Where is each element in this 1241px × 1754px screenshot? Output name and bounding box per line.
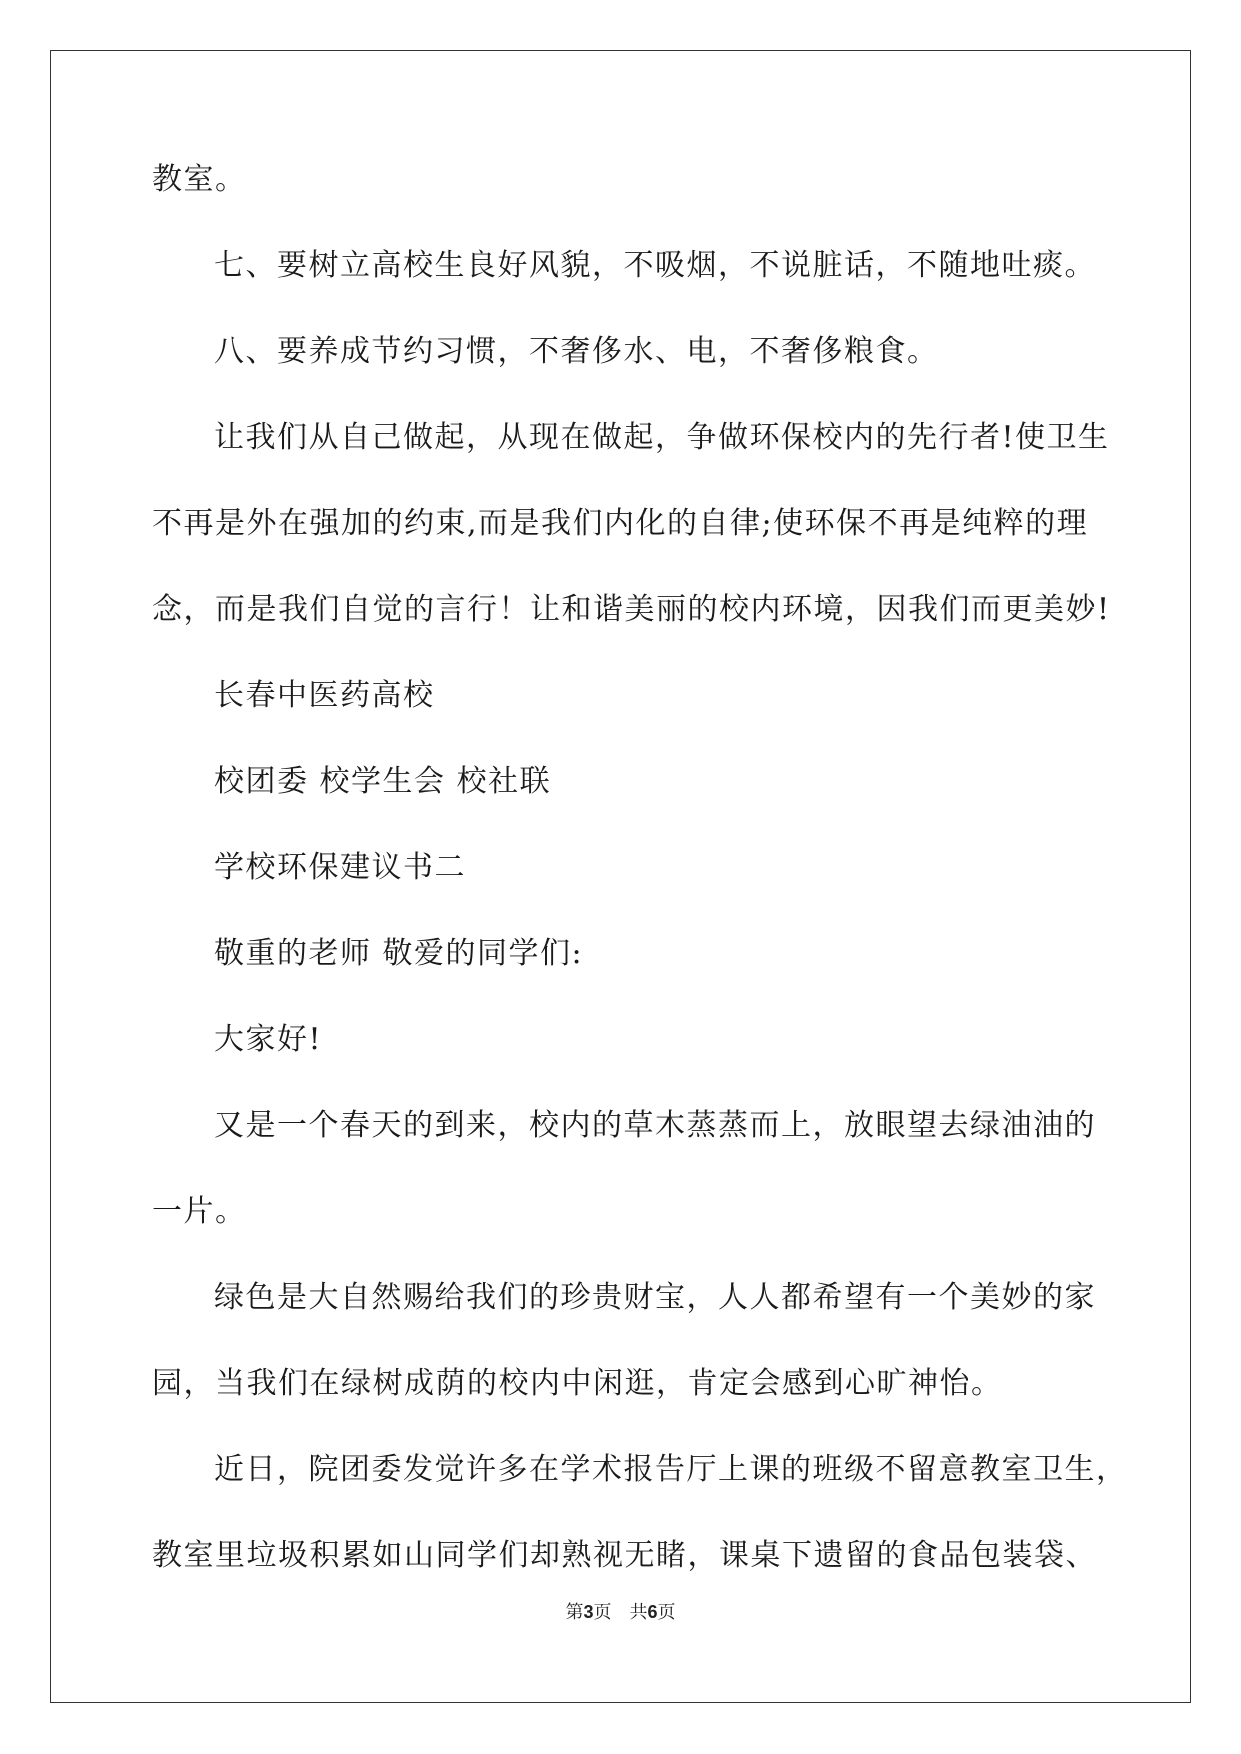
- text-line: 不再是外在强加的约束,而是我们内化的自律;使环保不再是纯粹的理: [152, 506, 1089, 541]
- page-footer: [0, 1598, 1241, 1624]
- signature-organizations: 校团委 校学生会 校社联: [214, 764, 552, 799]
- text-line: 念，而是我们自觉的言行！让和谐美丽的校内环境，因我们而更美妙!: [152, 592, 1111, 627]
- greeting: 大家好!: [214, 1022, 323, 1057]
- text-line: 教室里垃圾积累如山同学们却熟视无睹，课桌下遗留的食品包装袋、: [152, 1538, 1097, 1573]
- section-title: 学校环保建议书二: [214, 850, 466, 885]
- text-line: 七、要树立高校生良好风貌，不吸烟，不说脏话，不随地吐痰。: [214, 248, 1096, 283]
- text-line: 绿色是大自然赐给我们的珍贵财宝，人人都希望有一个美妙的家: [214, 1280, 1096, 1315]
- text-line: 八、要养成节约习惯，不奢侈水、电，不奢侈粮食。: [214, 334, 939, 369]
- page-suffix: 页: [657, 1602, 676, 1623]
- page-middle-text: 页 共: [593, 1602, 648, 1623]
- text-line: 近日，院团委发觉许多在学术报告厅上课的班级不留意教室卫生，: [214, 1452, 1128, 1487]
- current-page-number: 3: [583, 1602, 594, 1622]
- page-prefix: 第: [565, 1602, 584, 1623]
- text-line: 园，当我们在绿树成荫的校内中闲逛，肯定会感到心旷神怡。: [152, 1366, 1003, 1401]
- total-page-number: 6: [647, 1602, 658, 1622]
- text-line: 一片。: [152, 1194, 247, 1229]
- text-line: 又是一个春天的到来，校内的草木蒸蒸而上，放眼望去绿油油的: [214, 1108, 1096, 1143]
- text-line: 让我们从自己做起，从现在做起，争做环保校内的先行者!使卫生: [214, 420, 1110, 455]
- text-line: 教室。: [152, 162, 247, 197]
- salutation: 敬重的老师 敬爱的同学们:: [214, 936, 584, 971]
- document-body: [152, 160, 1128, 1622]
- signature-school: 长春中医药高校: [214, 678, 435, 713]
